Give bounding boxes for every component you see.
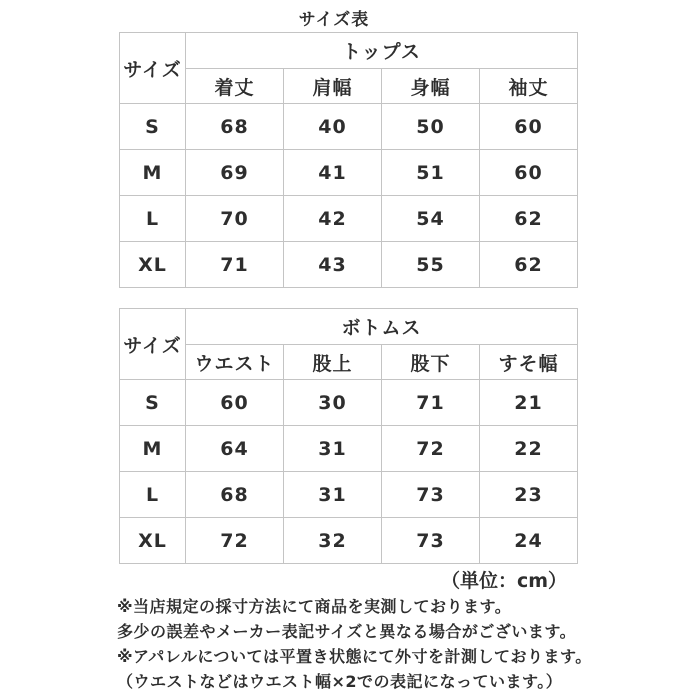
size-label: L (120, 196, 186, 242)
cell-value: 60 (480, 104, 578, 150)
cell-value: 60 (480, 150, 578, 196)
cell-value: 73 (382, 472, 480, 518)
table-row (120, 380, 578, 426)
bottoms-group-header-row (120, 309, 578, 345)
cell-value: 24 (480, 518, 578, 564)
tops-group-header-row (120, 33, 578, 69)
cell-value: 71 (186, 242, 284, 288)
bottoms-group-header: ボトムス (186, 309, 578, 345)
cell-value: 72 (186, 518, 284, 564)
cell-value: 31 (284, 426, 382, 472)
cell-value: 22 (480, 426, 578, 472)
table-row (120, 150, 578, 196)
cell-value: 72 (382, 426, 480, 472)
size-label: XL (120, 242, 186, 288)
cell-value: 31 (284, 472, 382, 518)
note-line: 多少の誤差やメーカー表記サイズと異なる場合がございます。 (117, 622, 577, 641)
cell-value: 71 (382, 380, 480, 426)
cell-value: 69 (186, 150, 284, 196)
cell-value: 41 (284, 150, 382, 196)
cell-value: 64 (186, 426, 284, 472)
tops-size-table (119, 32, 578, 288)
tops-measure-header-row (120, 69, 578, 104)
cell-value: 54 (382, 196, 480, 242)
cell-value: 68 (186, 472, 284, 518)
unit-note: （単位：cm） (440, 570, 567, 592)
cell-value: 62 (480, 242, 578, 288)
cell-value: 51 (382, 150, 480, 196)
cell-value: 30 (284, 380, 382, 426)
size-label: L (120, 472, 186, 518)
note-line: ※アパレルについては平置き状態にて外寸を計測しております。 (117, 647, 592, 666)
tops-col-header-width: 身幅 (382, 69, 480, 104)
tops-group-header: トップス (186, 33, 578, 69)
note-line: （ウエストなどはウエスト幅×2での表記になっています。） (117, 672, 563, 691)
tops-size-column-header: サイズ (120, 33, 186, 104)
cell-value: 21 (480, 380, 578, 426)
table-row (120, 196, 578, 242)
bottoms-col-header-inseam: 股下 (382, 345, 480, 380)
bottoms-measure-header-row (120, 345, 578, 380)
note-line: ※当店規定の採寸方法にて商品を実測しております。 (117, 597, 512, 616)
cell-value: 70 (186, 196, 284, 242)
bottoms-size-table (119, 308, 578, 564)
cell-value: 32 (284, 518, 382, 564)
table-row (120, 104, 578, 150)
cell-value: 60 (186, 380, 284, 426)
cell-value: 50 (382, 104, 480, 150)
table-row (120, 518, 578, 564)
size-label: S (120, 380, 186, 426)
page-title: サイズ表 (298, 10, 370, 30)
cell-value: 43 (284, 242, 382, 288)
table-row (120, 426, 578, 472)
bottoms-col-header-hem: すそ幅 (480, 345, 578, 380)
bottoms-col-header-rise: 股上 (284, 345, 382, 380)
cell-value: 23 (480, 472, 578, 518)
table-row (120, 242, 578, 288)
size-label: M (120, 426, 186, 472)
size-label: M (120, 150, 186, 196)
measurement-notes (117, 594, 677, 694)
tops-col-header-sleeve: 袖丈 (480, 69, 578, 104)
table-row (120, 472, 578, 518)
cell-value: 42 (284, 196, 382, 242)
cell-value: 40 (284, 104, 382, 150)
cell-value: 73 (382, 518, 480, 564)
bottoms-col-header-waist: ウエスト (186, 345, 284, 380)
cell-value: 55 (382, 242, 480, 288)
cell-value: 68 (186, 104, 284, 150)
tops-col-header-length: 着丈 (186, 69, 284, 104)
tops-col-header-shoulder: 肩幅 (284, 69, 382, 104)
size-label: XL (120, 518, 186, 564)
bottoms-size-column-header: サイズ (120, 309, 186, 380)
cell-value: 62 (480, 196, 578, 242)
size-label: S (120, 104, 186, 150)
